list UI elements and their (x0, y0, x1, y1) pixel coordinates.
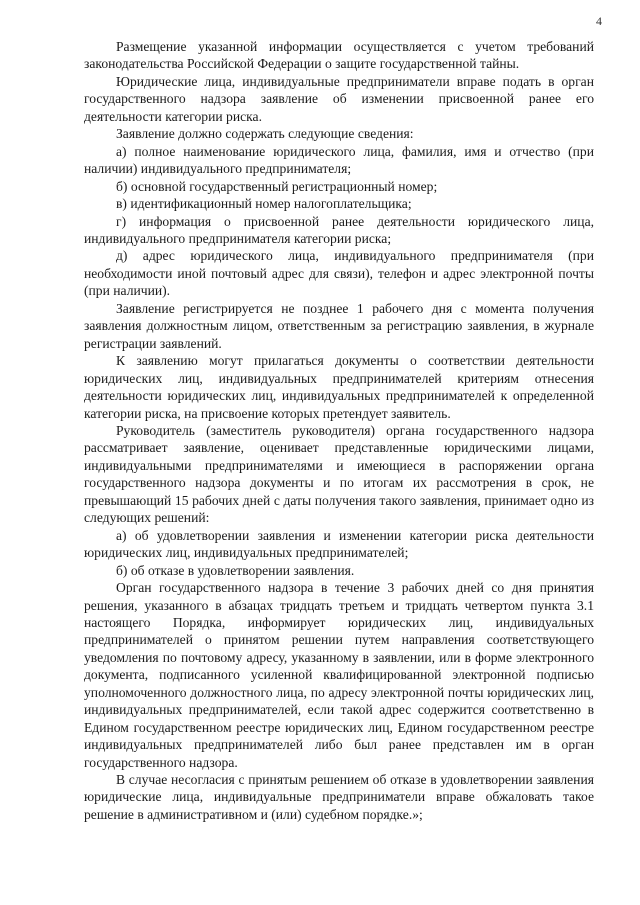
paragraph: Заявление должно содержать следующие сведения: (116, 126, 414, 142)
paragraph: Размещение указанной информации осуществляется с учетом требований законодательства Российской Федерации о защите государственной тайны. (84, 39, 594, 72)
document-body (84, 38, 594, 823)
list-item: г) информация о присвоенной ранее деятельности юридического лица, индивидуального предпринимателя категории риска; (84, 213, 594, 246)
list-item: б) об отказе в удовлетворении заявления. (116, 562, 355, 578)
list-item: в) идентификационный номер налогоплательщика; (116, 196, 412, 212)
paragraph: Заявление регистрируется не позднее 1 рабочего дня с момента получения заявления должностным лицом, ответственным за регистрацию заявления, в журнале регистрации заявлений. (84, 300, 594, 351)
list-item: а) об удовлетворении заявления и изменении категории риска деятельности юридических лиц, индивидуальных предпринимателей; (84, 527, 594, 561)
page-number: 4 (596, 14, 602, 28)
paragraph: Руководитель (заместитель руководителя) органа государственного надзора рассматривает заявление, оценивает представленные юридическими лицами, индивидуальными предпринимателями и имеющиеся в распоряжении органа государственного надзора документы и по итогам их рассмотрения в срок, не превышающий 15 рабочих дней с даты получения такого заявления, принимает одно из следующих решений: (84, 422, 594, 526)
paragraph: К заявлению могут прилагаться документы о соответствии деятельности юридических лиц, индивидуальных предпринимателей критериям отнесения деятельности юридических лиц, индивидуальных предпринимателей к определенной категории риска, на присвоение которых претендует заявитель. (84, 353, 594, 421)
list-item: б) основной государственный регистрационный номер; (116, 178, 438, 194)
list-item: д) адрес юридического лица, индивидуального предпринимателя (при необходимости иной почтовый адрес для связи), телефон и адрес электронной почты (при наличии). (84, 248, 594, 299)
list-item: а) полное наименование юридического лица, фамилия, имя и отчество (при наличии) индивидуального предпринимателя; (84, 143, 594, 177)
paragraph: Орган государственного надзора в течение 3 рабочих дней со дня принятия решения, указанного в абзацах тридцать третьем и тридцать четвертом пункта 3.1 настоящего Порядка, информирует юридических лиц, индивидуальных предпринимателей о принятом решении путем направления соответствующего уведомления по почтовому адресу, указанному в заявлении, или в форме электронного документа, подписанного усиленной квалифицированной электронной подписью уполномоченного должностного лица, по адресу электронной почты юридических лиц, индивидуальных предпринимателей, если такой адрес содержится соответственно в Едином государственном реестре юридических лиц, Едином государственном реестре индивидуальных предпринимателей либо был ранее представлен им в орган государственного надзора. (84, 580, 594, 770)
paragraph: Юридические лица, индивидуальные предприниматели вправе подать в орган государственного надзора заявление об изменении присвоенной ранее его деятельности категории риска. (84, 73, 594, 124)
paragraph: В случае несогласия с принятым решением об отказе в удовлетворении заявления юридические лица, индивидуальные предприниматели вправе обжаловать такое решение в административном и (или) судебном порядке.»; (84, 772, 594, 822)
